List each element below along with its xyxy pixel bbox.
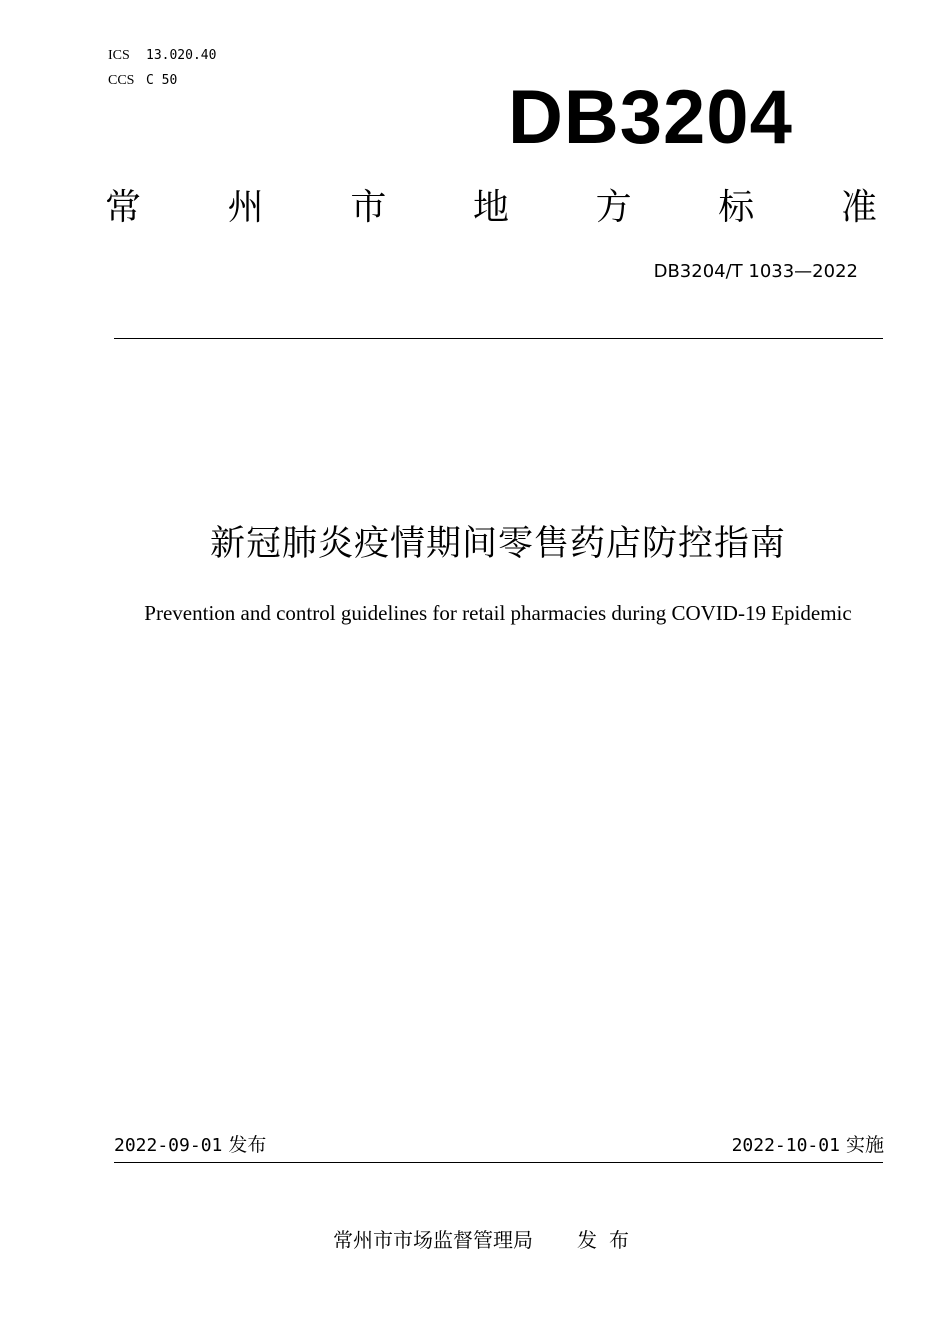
category-char: 常 xyxy=(105,187,142,228)
publisher-line xyxy=(0,1226,950,1254)
implementation-label: 实施 xyxy=(845,1134,884,1156)
implementation-date xyxy=(732,1132,884,1159)
ics-code xyxy=(108,47,216,64)
footer-divider xyxy=(114,1162,883,1163)
ccs-label: CCS xyxy=(108,73,135,88)
release-date-value: 2022-09-01 xyxy=(114,1135,223,1156)
ccs-code xyxy=(108,72,177,89)
document-title-cn: 新冠肺炎疫情期间零售药店防控指南 xyxy=(209,524,786,564)
category-char: 地 xyxy=(472,187,509,228)
header-divider xyxy=(114,338,883,339)
category-char: 州 xyxy=(227,187,264,228)
implementation-date-value: 2022-10-01 xyxy=(731,1135,840,1156)
category-char: 标 xyxy=(718,187,755,228)
category-char: 市 xyxy=(350,187,387,228)
category-char: 准 xyxy=(840,187,877,228)
category-char: 方 xyxy=(595,187,632,228)
release-date xyxy=(114,1132,266,1159)
ics-value: 13.020.40 xyxy=(146,48,217,63)
standard-number: DB3204/T 1033—2022 xyxy=(653,261,858,282)
ics-label: ICS xyxy=(108,48,130,63)
release-label: 发布 xyxy=(228,1134,267,1156)
document-title-en: Prevention and control guidelines for retail pharmacies during COVID-19 Epidemic xyxy=(144,601,852,625)
publisher-name: 常州市市场监督管理局 xyxy=(333,1228,533,1252)
publisher-action: 发布 xyxy=(577,1228,641,1252)
standard-category-title xyxy=(105,182,877,234)
ccs-value: C 50 xyxy=(146,73,178,88)
standard-logo: DB3204 xyxy=(508,75,793,160)
